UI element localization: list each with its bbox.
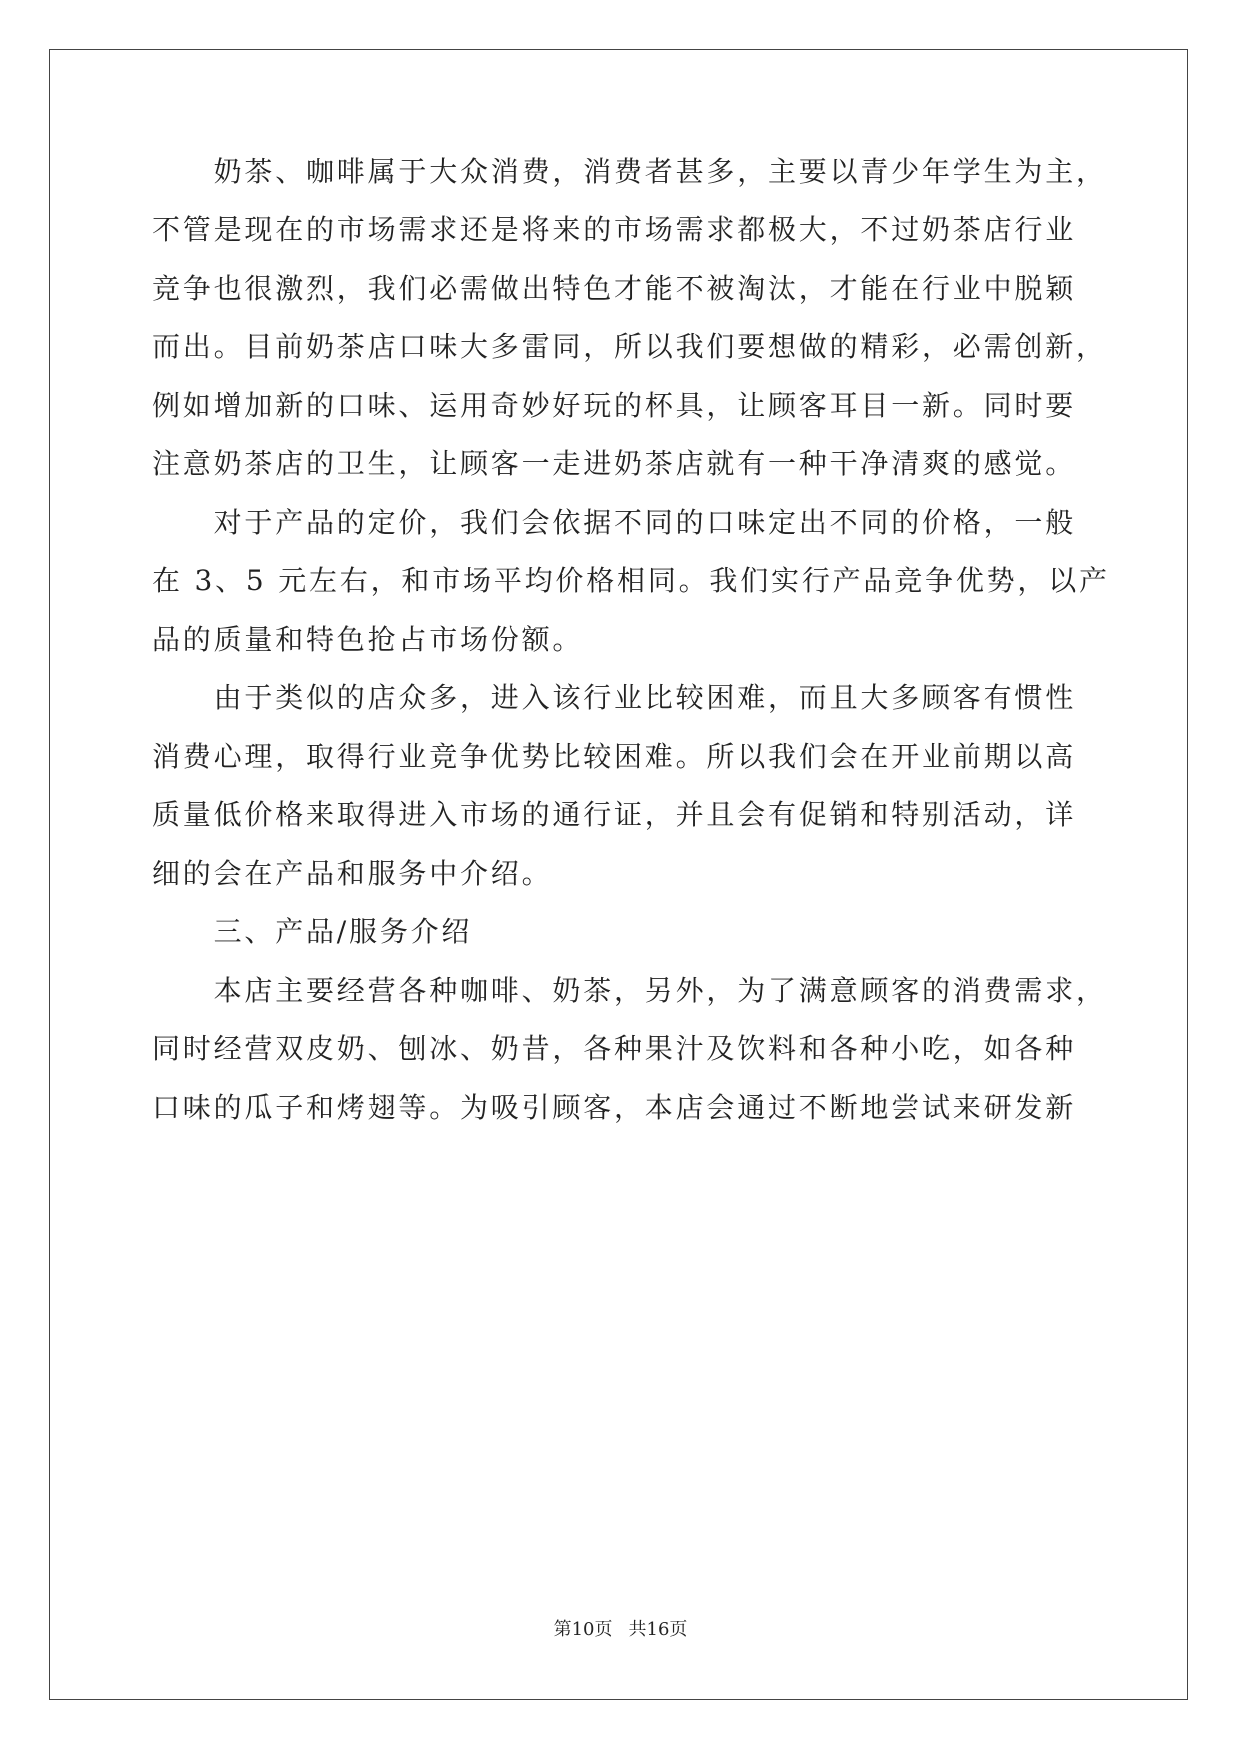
section-heading: 三、产品/服务介绍 bbox=[152, 915, 473, 948]
text-line: 同时经营双皮奶、刨冰、奶昔，各种果汁及饮料和各种小吃，如各种 bbox=[152, 1032, 1077, 1065]
text-line: 竞争也很激烈，我们必需做出特色才能不被淘汰，才能在行业中脱颖 bbox=[152, 272, 1077, 305]
text-line: 细的会在产品和服务中介绍。 bbox=[152, 857, 553, 890]
page-number-total: 共16页 bbox=[628, 1619, 688, 1640]
text-line: 本店主要经营各种咖啡、奶茶，另外，为了满意顾客的消费需求， bbox=[152, 974, 1107, 1007]
text-line: 不管是现在的市场需求还是将来的市场需求都极大，不过奶茶店行业 bbox=[152, 213, 1077, 246]
text-line: 而出。目前奶茶店口味大多雷同，所以我们要想做的精彩，必需创新， bbox=[152, 330, 1107, 363]
text-line: 注意奶茶店的卫生，让顾客一走进奶茶店就有一种干净清爽的感觉。 bbox=[152, 447, 1077, 480]
text-line: 消费心理，取得行业竞争优势比较困难。所以我们会在开业前期以高 bbox=[152, 740, 1077, 773]
text-line: 由于类似的店众多，进入该行业比较困难，而且大多顾客有惯性 bbox=[152, 681, 1077, 714]
text-line: 对于产品的定价，我们会依据不同的口味定出不同的价格，一般 bbox=[152, 506, 1077, 539]
text-line: 质量低价格来取得进入市场的通行证，并且会有促销和特别活动，详 bbox=[152, 798, 1077, 831]
text-line: 口味的瓜子和烤翅等。为吸引顾客，本店会通过不断地尝试来研发新 bbox=[152, 1091, 1077, 1124]
text-line: 奶茶、咖啡属于大众消费，消费者甚多，主要以青少年学生为主， bbox=[152, 155, 1107, 188]
text-line: 品的质量和特色抢占市场份额。 bbox=[152, 623, 584, 656]
text-line: 在 3、5 元左右，和市场平均价格相同。我们实行产品竞争优势，以产 bbox=[152, 564, 1110, 597]
text-line: 例如增加新的口味、运用奇妙好玩的杯具，让顾客耳目一新。同时要 bbox=[152, 389, 1077, 422]
page-footer bbox=[0, 1618, 1241, 1642]
page-number-current: 第10页 bbox=[553, 1619, 613, 1640]
